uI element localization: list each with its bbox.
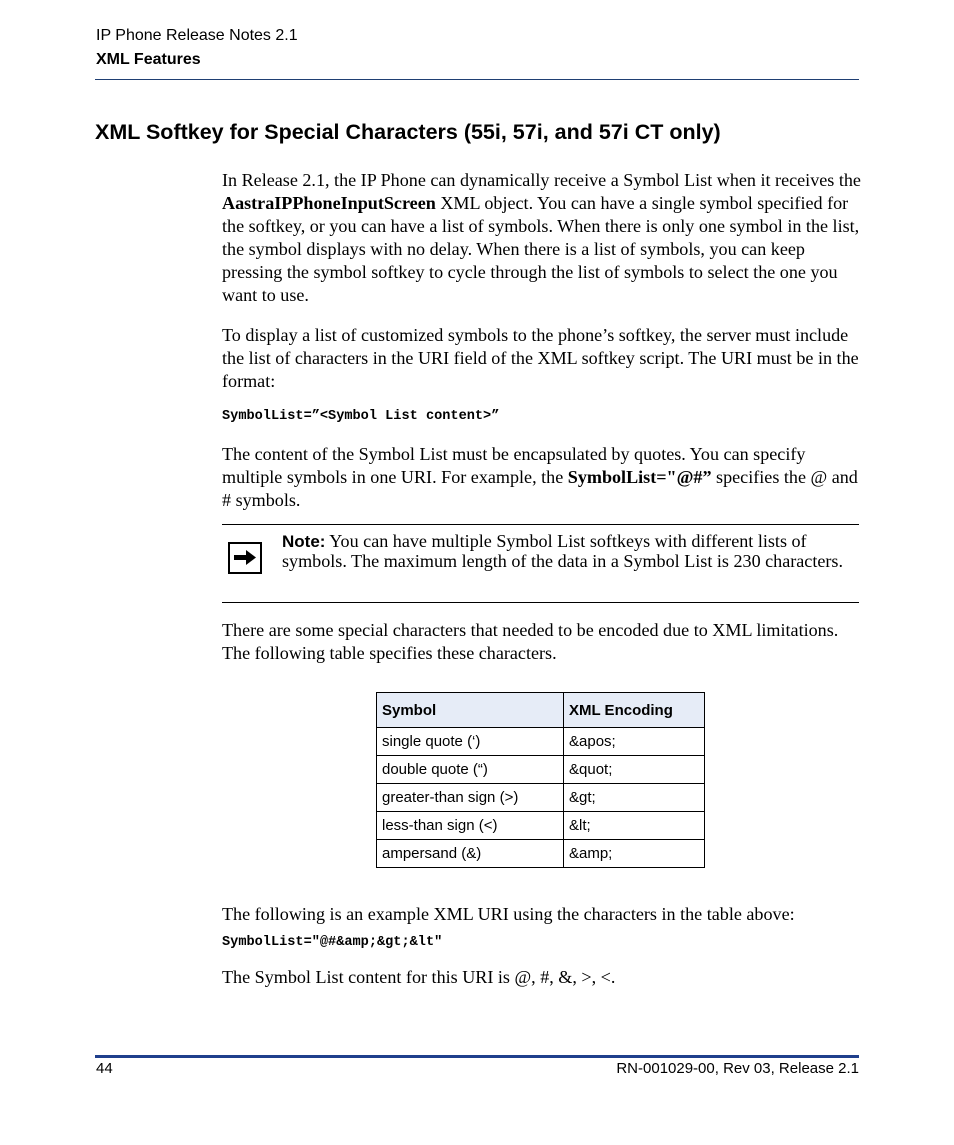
header-symbol: Symbol [377, 693, 564, 728]
paragraph-result: The Symbol List content for this URI is @, #, &, >, <. [222, 967, 616, 987]
code-example: SymbolList="@#&amp;&gt;&lt" [222, 935, 443, 950]
note-bottom-rule [222, 602, 859, 603]
encoding-cell: &apos; [564, 728, 705, 756]
paragraph-special-chars: There are some special characters that needed to be encoded due to XML limitations. The following table specifies these characters. [222, 620, 839, 663]
symbol-cell: ampersand (&) [377, 840, 564, 868]
symbollist-example-bold: SymbolList="@#” [567, 467, 712, 487]
symbol-cell: greater-than sign (>) [377, 784, 564, 812]
encoding-table [376, 692, 705, 868]
paragraph-intro-text-2: XML object. You can have a single symbol specified for the softkey, or you can have a list of symbols. When there is only one symbol in the list, the symbol displays with no delay. When there is a list of symbols, you can keep pressing the symbol softkey to cycle through the list of symbols to select the one you want to use. [222, 193, 860, 305]
paragraph-format: To display a list of customized symbols to the phone’s softkey, the server must include the list of characters in the URI field of the XML softkey script. The URI must be in the format: [222, 325, 859, 391]
symbol-cell: single quote (‘) [377, 728, 564, 756]
symbol-cell: less-than sign (<) [377, 812, 564, 840]
paragraph-intro-text-1: In Release 2.1, the IP Phone can dynamically receive a Symbol List when it receives the [222, 170, 861, 190]
document-reference: RN-001029-00, Rev 03, Release 2.1 [616, 1060, 859, 1077]
table-row [377, 756, 705, 784]
running-header-title: IP Phone Release Notes 2.1 [96, 27, 298, 44]
object-name-bold: AastraIPPhoneInputScreen [222, 193, 436, 213]
paragraph-content-text-1: The content of the Symbol List must be encapsulated by quotes. You can specify multiple symbols in one URI. For example, the [222, 444, 806, 487]
table-row [377, 840, 705, 868]
encoding-cell: &amp; [564, 840, 705, 868]
table-row [377, 784, 705, 812]
encoding-cell: &gt; [564, 784, 705, 812]
encoding-cell: &quot; [564, 756, 705, 784]
note-top-rule [222, 524, 859, 525]
right-arrow-icon [228, 542, 262, 574]
symbol-cell: double quote (“) [377, 756, 564, 784]
note-callout [282, 532, 862, 571]
paragraph-content [222, 443, 862, 512]
note-label: Note: [282, 532, 326, 551]
paragraph-content-text-2: specifies the @ and # symbols. [222, 467, 858, 510]
note-body: You can have multiple Symbol List softkeys with different lists of symbols. The maximum length of the data in a Symbol List is 230 characters. [282, 531, 843, 571]
header-xml-encoding: XML Encoding [564, 693, 705, 728]
running-header-section: XML Features [96, 51, 201, 68]
paragraph-example-intro: The following is an example XML URI using the characters in the table above: [222, 904, 795, 924]
section-heading: XML Softkey for Special Characters (55i, 57i, and 57i CT only) [95, 120, 721, 144]
header-rule [95, 79, 859, 80]
page-number: 44 [96, 1060, 113, 1077]
encoding-cell: &lt; [564, 812, 705, 840]
paragraph-intro [222, 169, 862, 307]
code-format: SymbolList=”<Symbol List content>” [222, 409, 500, 424]
table-row [377, 812, 705, 840]
footer-rule [95, 1055, 859, 1058]
table-header-row [377, 693, 705, 728]
table-row [377, 728, 705, 756]
